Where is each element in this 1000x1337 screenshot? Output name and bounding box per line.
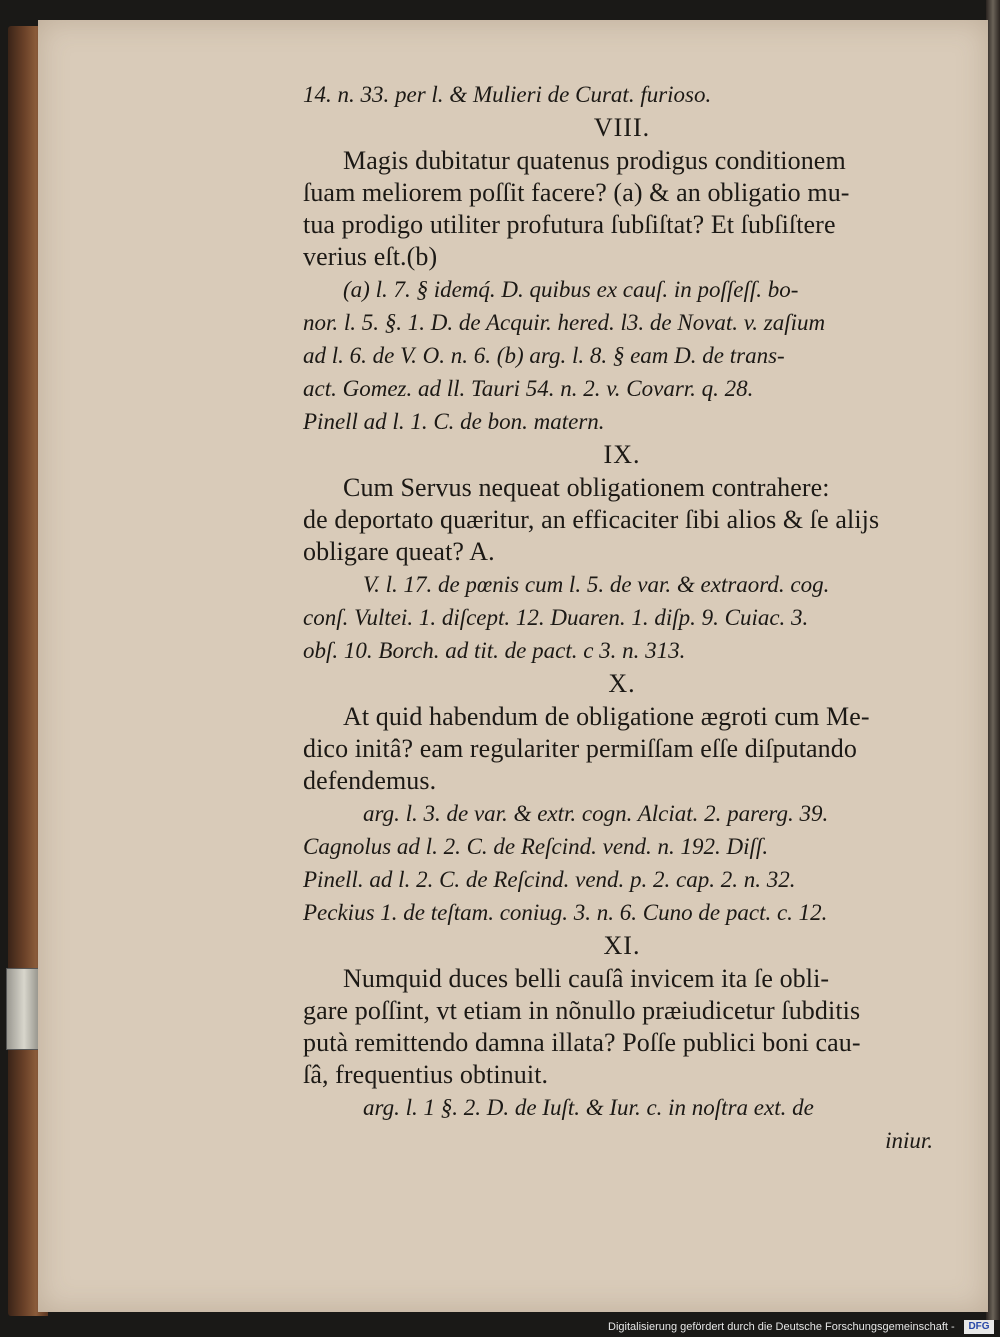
book-page — [38, 20, 988, 1312]
text-line: arg. l. 1 §. 2. D. de Iuſt. & Iur. c. in noſtra ext. de — [363, 1095, 814, 1120]
text-line: dico initâ? eam regulariter permiſſam eſſe diſputando — [303, 734, 857, 763]
text-line: obligare queat? A. — [303, 537, 495, 566]
text-line: defendemus. — [303, 766, 437, 795]
dfg-logo: DFG — [964, 1320, 994, 1334]
metal-clasp — [6, 968, 42, 1050]
text-line: ſuam meliorem poſſit facere? (a) & an obligatio mu- — [303, 178, 850, 207]
text-line: Numquid duces belli cauſâ invicem ita ſe obli- — [343, 964, 830, 993]
text-line: 14. n. 33. per l. & Mulieri de Curat. furioso. — [303, 82, 712, 107]
text-line: arg. l. 3. de var. & extr. cogn. Alciat. 2. parerg. 39. — [363, 801, 829, 826]
digitization-credit: Digitalisierung gefördert durch die Deutsche Forschungsgemeinschaft - — [608, 1321, 955, 1333]
text-line: tua prodigo utiliter profutura ſubſiſtat? Et ſubſiſtere — [303, 210, 836, 239]
page-text — [303, 78, 941, 1157]
text-line: Cum Servus nequeat obligationem contrahere: — [343, 473, 830, 502]
text-line: verius eſt.(b) — [303, 242, 438, 271]
text-line: Pinell. ad l. 2. C. de Reſcind. vend. p. 2. cap. 2. n. 32. — [303, 867, 796, 892]
section-heading: VIII. — [593, 113, 651, 142]
text-line: putà remittendo damna illata? Poſſe publici boni cau- — [303, 1028, 861, 1057]
text-line: Pinell ad l. 1. C. de bon. matern. — [303, 409, 605, 434]
text-line: ad l. 6. de V. O. n. 6. (b) arg. l. 8. § eam D. de trans- — [303, 343, 785, 368]
text-line: Magis dubitatur quatenus prodigus conditionem — [343, 146, 846, 175]
section-heading: XI. — [603, 931, 641, 960]
text-line: At quid habendum de obligatione ægroti cum Me- — [343, 702, 870, 731]
text-line: act. Gomez. ad ll. Tauri 54. n. 2. v. Covarr. q. 28. — [303, 376, 754, 401]
text-line: (a) l. 7. § idemq́. D. quibus ex cauſ. in poſſeſſ. bo- — [343, 277, 799, 302]
section-heading: X. — [608, 669, 636, 698]
section-heading: IX. — [603, 440, 641, 469]
text-line: ſâ, frequentius obtinuit. — [303, 1060, 549, 1089]
book-cover-edge — [986, 0, 1000, 1320]
text-line: conſ. Vultei. 1. diſcept. 12. Duaren. 1. diſp. 9. Cuiac. 3. — [303, 605, 809, 630]
text-line: V. l. 17. de pœnis cum l. 5. de var. & extraord. cog. — [363, 572, 830, 597]
text-line: nor. l. 5. §. 1. D. de Acquir. hered. l3. de Novat. v. zaſium — [303, 310, 826, 335]
text-line: iniur. — [885, 1128, 933, 1153]
text-line: Peckius 1. de teſtam. coniug. 3. n. 6. Cuno de pact. c. 12. — [303, 900, 828, 925]
text-line: Cagnolus ad l. 2. C. de Reſcind. vend. n. 192. Diſſ. — [303, 834, 769, 859]
text-line: de deportato quæritur, an efficaciter ſibi alios & ſe alijs — [303, 505, 880, 534]
text-line: gare poſſint, vt etiam in nõnullo præiudicetur ſubditis — [303, 996, 861, 1025]
text-line: obſ. 10. Borch. ad tit. de pact. c 3. n. 313. — [303, 638, 686, 663]
